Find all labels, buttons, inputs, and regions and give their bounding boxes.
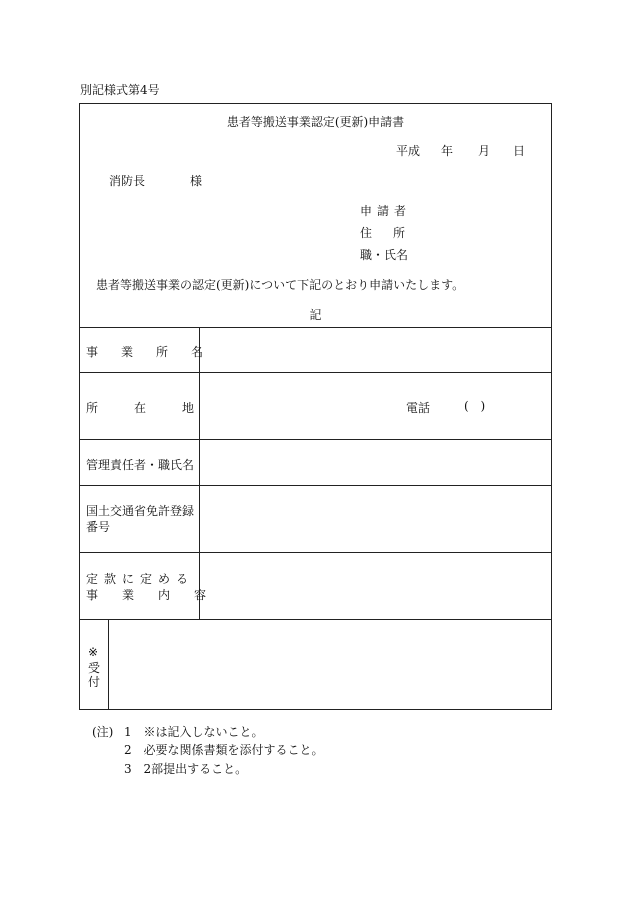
application-statement: 患者等搬送事業の認定(更新)について下記のとおり申請いたします。 xyxy=(96,278,465,292)
addressee-honorific: 様 xyxy=(190,174,203,188)
notes-prefix: (注) xyxy=(92,725,114,739)
applicant-name-label: 職・氏名 xyxy=(360,248,409,262)
row-label-business-line1 xyxy=(86,570,194,587)
note-item xyxy=(124,741,323,758)
note-num: 3 xyxy=(124,762,132,776)
row-label-manager: 管理責任者・職氏名 xyxy=(86,458,195,472)
note-item xyxy=(124,760,247,777)
note-num: 2 xyxy=(124,743,132,757)
row-label-license-line2: 番号 xyxy=(86,520,111,534)
row-divider-3 xyxy=(79,439,552,440)
column-divider xyxy=(199,327,200,619)
row-divider-2 xyxy=(79,372,552,373)
receipt-char-2: 付 xyxy=(88,675,101,689)
note-num: 1 xyxy=(124,725,132,739)
row-divider-4 xyxy=(79,485,552,486)
date-month: 月 xyxy=(478,144,491,158)
row-label-text: 事業所名 xyxy=(86,345,227,359)
ki-heading: 記 xyxy=(309,308,322,322)
row-divider-1 xyxy=(79,327,552,328)
addressee-office: 消防長 xyxy=(109,174,146,188)
note-item xyxy=(124,723,263,740)
applicant-text: 申請者 xyxy=(360,204,412,218)
date-year: 年 xyxy=(441,144,454,158)
receipt-mark: ※ xyxy=(88,645,99,659)
row-label-business-line2 xyxy=(86,586,230,603)
row-label-license-line1: 国土交通省免許登録 xyxy=(86,504,195,518)
row-divider-6 xyxy=(79,619,552,620)
phone-parens: ( ) xyxy=(464,399,490,413)
receipt-divider xyxy=(108,619,109,710)
row-label-business-office xyxy=(86,343,227,360)
applicant-label xyxy=(360,202,412,219)
row-label-text: 所在地 xyxy=(86,401,231,415)
row-divider-5 xyxy=(79,552,552,553)
phone-label: 電話 xyxy=(406,401,431,415)
row-label-text: 定款に定める xyxy=(86,572,195,586)
form-number: 別記様式第4号 xyxy=(80,83,160,97)
form-title: 患者等搬送事業認定(更新)申請書 xyxy=(226,115,405,129)
receipt-char-1: 受 xyxy=(88,661,101,675)
note-text: 必要な関係書類を添付すること。 xyxy=(143,743,324,757)
date-day: 日 xyxy=(513,144,526,158)
row-label-text: 事業内容 xyxy=(86,588,231,602)
note-text: 2部提出すること。 xyxy=(143,762,248,776)
note-text: ※は記入しないこと。 xyxy=(143,725,264,739)
row-label-location xyxy=(86,399,231,416)
applicant-address-label: 住所 xyxy=(360,226,427,240)
date-era: 平成 xyxy=(396,144,421,158)
